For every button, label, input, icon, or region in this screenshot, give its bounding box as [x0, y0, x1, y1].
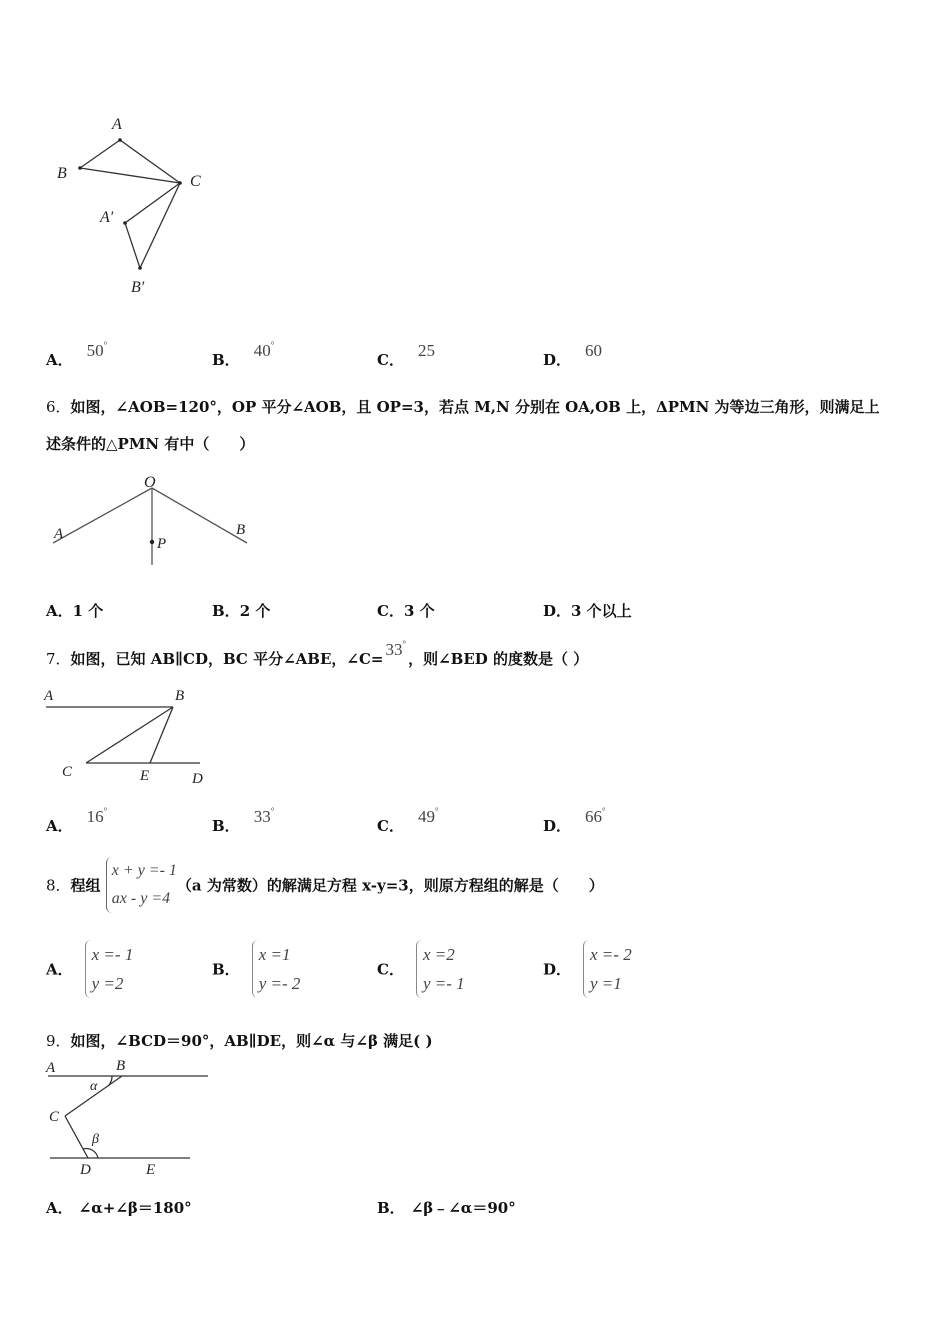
q9-option-b[interactable]: B． ∠β﹣∠α＝90° — [377, 1199, 516, 1217]
q9-figure — [40, 1054, 220, 1182]
label-beta: β — [92, 1132, 99, 1147]
q6-option-c[interactable]: C．3 个 — [377, 602, 435, 620]
label-A-prime: A′ — [100, 209, 114, 226]
q7-option-b[interactable]: B． 33° — [212, 806, 275, 835]
label-B-prime: B′ — [131, 279, 145, 296]
label-E: E — [140, 768, 150, 784]
q5-figure — [40, 105, 230, 305]
q8-equation-system: x + y =- 1 ax - y =4 — [106, 857, 177, 913]
q8-option-c[interactable]: C．x =2 y =- 1 — [377, 940, 465, 998]
q5-option-c[interactable]: C． 25 — [377, 341, 435, 369]
label-O: O — [144, 474, 156, 491]
q6-text-line1: 6．如图，∠AOB=120°，OP 平分∠AOB，且 OP=3，若点 M,N 分别在 OA,OB 上，ΔPMN 为等边三角形，则满足上 — [46, 398, 880, 416]
label-A: A — [112, 116, 122, 133]
q6-option-d[interactable]: D．3 个以上 — [543, 602, 632, 620]
q6-option-b[interactable]: B．2 个 — [212, 602, 271, 620]
q7-figure — [40, 684, 220, 789]
q6-text-line2: 述条件的△PMN 有中（ ） — [46, 435, 255, 453]
q7-option-d[interactable]: D． 66° — [543, 806, 606, 835]
q5-option-d[interactable]: D． 60 — [543, 341, 603, 369]
q6-figure — [40, 470, 270, 570]
label-alpha: α — [90, 1079, 98, 1094]
label-B: B — [116, 1058, 126, 1074]
label-D: D — [192, 771, 203, 787]
label-E: E — [146, 1162, 156, 1178]
label-C: C — [190, 173, 201, 190]
q8-text: 8．程组 x + y =- 1 ax - y =4（a 为常数）的解满足方程 x-y=3，则原方程组的解是（ ） — [46, 857, 604, 913]
label-C: C — [49, 1109, 60, 1125]
label-D: D — [80, 1162, 91, 1178]
q9-option-a[interactable]: A． ∠α+∠β＝180° — [46, 1199, 192, 1217]
q5-option-b[interactable]: B． 40° — [212, 340, 275, 369]
label-A: A — [46, 1060, 56, 1076]
label-B: B — [236, 522, 246, 538]
label-C: C — [62, 764, 73, 780]
label-A: A — [54, 526, 64, 542]
q8-option-d[interactable]: D．x =- 2 y =1 — [543, 940, 632, 998]
label-A: A — [44, 688, 54, 704]
q9-text: 9．如图，∠BCD＝90°，AB∥DE，则∠α 与∠β 满足( ) — [46, 1032, 433, 1050]
q7-text: 7．如图，已知 AB∥CD，BC 平分∠ABE，∠C= 33°，则∠BED 的度数是（ ） — [46, 639, 589, 668]
q5-option-a[interactable]: A． 50° — [46, 340, 108, 369]
q7-option-a[interactable]: A． 16° — [46, 806, 108, 835]
q6-option-a[interactable]: A．1 个 — [46, 602, 104, 620]
label-P: P — [157, 536, 167, 552]
q8-option-b[interactable]: B．x =1 y =- 2 — [212, 940, 300, 998]
label-B: B — [57, 165, 67, 182]
q7-option-c[interactable]: C． 49° — [377, 806, 439, 835]
label-B: B — [175, 688, 185, 704]
q8-option-a[interactable]: A．x =- 1 y =2 — [46, 940, 133, 998]
